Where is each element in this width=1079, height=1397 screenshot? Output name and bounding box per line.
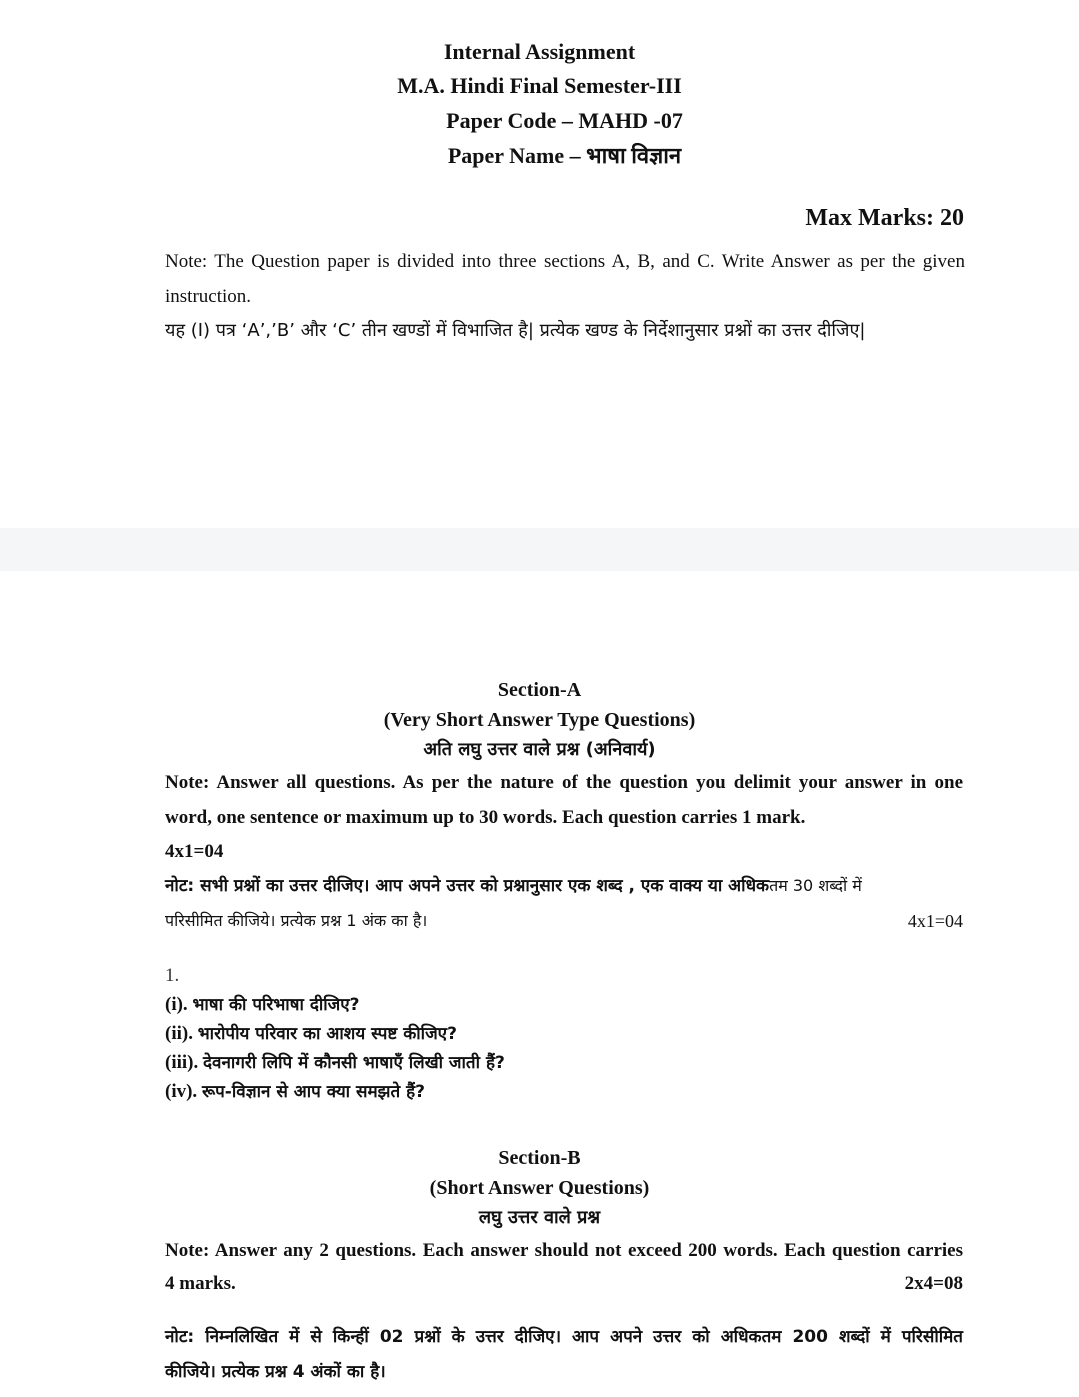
- question-item: [165, 991, 360, 1019]
- question-number: 1.: [165, 965, 180, 986]
- page-gap: [0, 528, 1079, 571]
- section-a-hindi-note-line2: परिसीमित कीजिये। प्रत्येक प्रश्न 1 अंक का है।: [165, 911, 428, 930]
- question-label: (iii).: [165, 1052, 199, 1073]
- section-a-note-line2: word, one sentence or maximum up to 30 words. Each question carries 1 mark.: [165, 807, 806, 828]
- question-text: भाषा की परिभाषा दीजिए?: [192, 995, 360, 1015]
- assignment-title: Internal Assignment: [443, 39, 636, 64]
- question-label: (ii).: [165, 1023, 193, 1044]
- paper-name: Paper Name – भाषा विज्ञान: [447, 143, 682, 168]
- question-text: देवनागरी लिपि में कौनसी भाषाएँ लिखी जाती हैं?: [203, 1053, 505, 1073]
- program-title: M.A. Hindi Final Semester-III: [397, 73, 682, 98]
- section-a-note-marks: 4x1=04: [165, 841, 224, 862]
- question-item: [165, 1049, 505, 1077]
- section-a-hindi-note-line2-row: [165, 906, 963, 937]
- section-b-note-line2-row: [165, 1269, 963, 1299]
- section-a-note-line1: Note: Answer all questions. As per the nature of the question you delimit your answer in one: [165, 772, 963, 793]
- question-text: भारोपीय परिवार का आशय स्पष्ट कीजिए?: [197, 1024, 457, 1044]
- section-a-title: Section-A: [497, 679, 582, 701]
- section-b-subtitle: (Short Answer Questions): [429, 1177, 650, 1199]
- section-a-hindi-note-line1: [165, 871, 963, 902]
- question-label: (iv).: [165, 1081, 198, 1102]
- section-a-hindi-marks: 4x1=04: [907, 911, 963, 931]
- section-b-hindi-note-line1: नोट: निम्नलिखित में से किन्हीं 02 प्रश्नों के उत्तर दीजिए। आप अपने उत्तर को अधिकतम 200 शब्दों में परिसीमित: [165, 1327, 963, 1347]
- section-b-note-line1: Note: Answer any 2 questions. Each answer should not exceed 200 words. Each question carries: [165, 1240, 963, 1261]
- general-note-hindi: यह (I) पत्र ‘A’,’B’ और ‘C’ तीन खण्डों में विभाजित है| प्रत्येक खण्ड के निर्देशानुसार प्रश्नों का उत्तर दीजिए|: [165, 320, 866, 341]
- section-b-hindi-note-line2: कीजिये। प्रत्येक प्रश्न 4 अंकों का है।: [165, 1362, 386, 1382]
- section-b-hindi-title: लघु उत्तर वाले प्रश्न: [478, 1207, 601, 1228]
- page-1: [0, 0, 1079, 528]
- question-item: [165, 1078, 425, 1106]
- general-note-english: Note: The Question paper is divided into three sections A, B, and C. Write Answer as per the given instruction.: [165, 251, 965, 307]
- question-item: [165, 1020, 457, 1048]
- section-a-hindi-note-bold: नोट: सभी प्रश्नों का उत्तर दीजिए। आप अपने उत्तर को प्रश्नानुसार एक शब्द , एक वाक्य या अधिक: [165, 876, 770, 896]
- question-label: (i).: [165, 994, 188, 1015]
- question-text: रूप-विज्ञान से आप क्या समझते हैं?: [201, 1082, 426, 1102]
- section-a-hindi-title: अति लघु उत्तर वाले प्रश्न (अनिवार्य): [423, 739, 656, 760]
- section-b-note-marks: 2x4=08: [904, 1273, 963, 1294]
- paper-code: Paper Code – MAHD -07: [446, 108, 683, 133]
- section-a-hindi-note-tail: तम 30 शब्दों में: [769, 876, 862, 895]
- max-marks: Max Marks: 20: [805, 205, 964, 231]
- section-b-title: Section-B: [498, 1147, 581, 1169]
- section-b-note-line2: 4 marks.: [165, 1273, 236, 1294]
- page-2: [0, 571, 1079, 1397]
- section-a-subtitle: (Very Short Answer Type Questions): [383, 709, 696, 731]
